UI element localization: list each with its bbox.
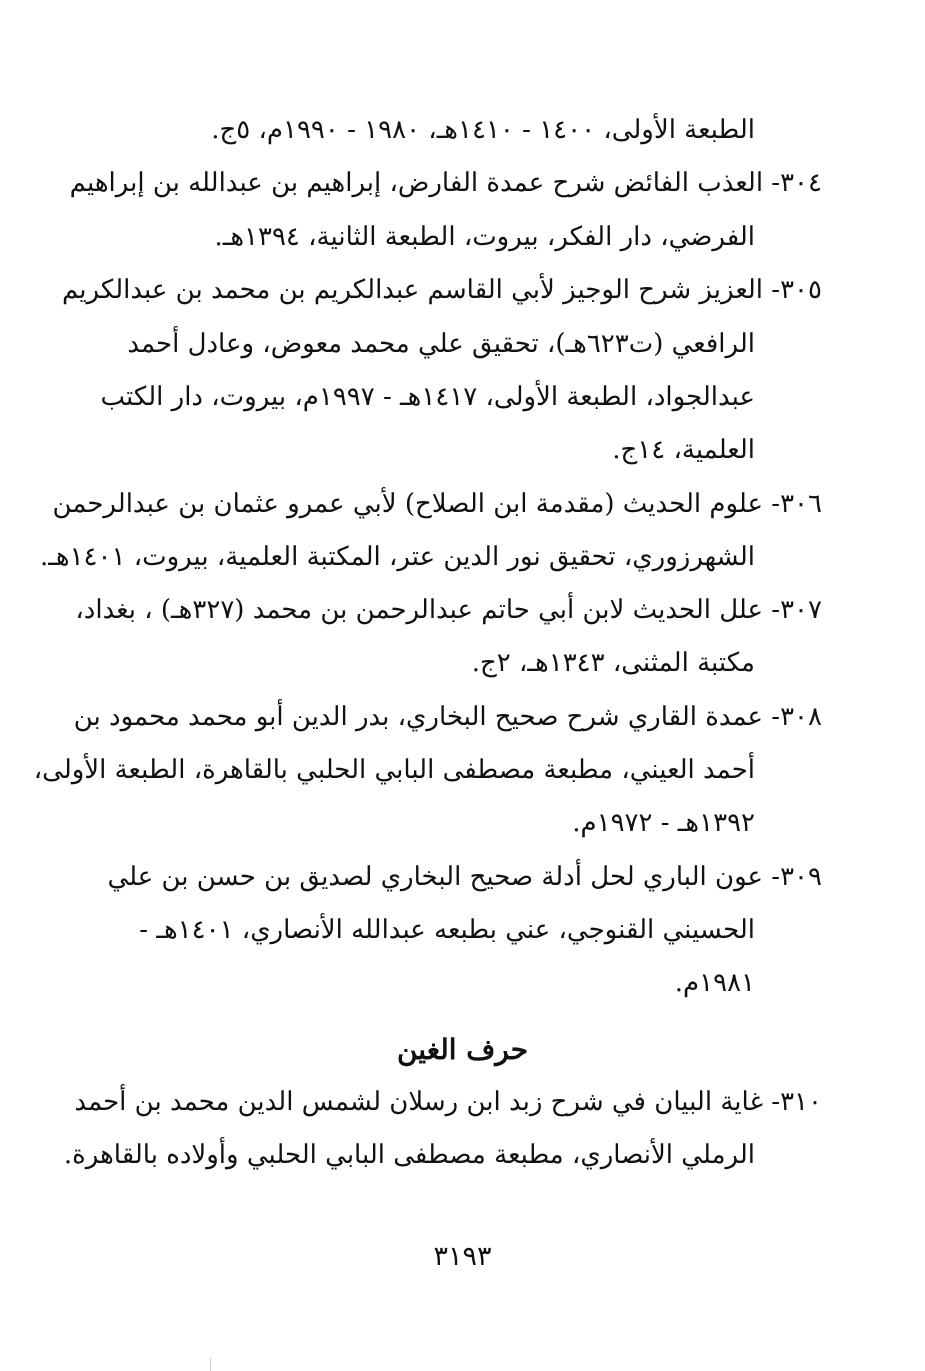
entry-309-line-3: ١٩٨١م. (674, 968, 755, 998)
entry-309-line-2: الحسيني القنوجي، عني بطبعه عبدالله الأنصاري، ١٤٠١هـ - (139, 915, 755, 945)
entry-305-line-1: ٣٠٥- العزيز شرح الوجيز لأبي القاسم عبدالكريم بن محمد بن عبدالكريم (62, 275, 822, 305)
section-heading: حرف الغين (396, 1033, 529, 1066)
entry-307-line-2: مكتبة المثنى، ١٣٤٣هـ، ٢ج. (471, 648, 755, 678)
entry-304-line-1: ٣٠٤- العذب الفائض شرح عمدة الفارض، إبراهيم بن عبدالله بن إبراهيم (69, 168, 822, 198)
entry-306-line-1: ٣٠٦- علوم الحديث (مقدمة ابن الصلاح) لأبي عمرو عثمان بن عبدالرحمن (52, 489, 822, 519)
entry-305-line-3: عبدالجواد، الطبعة الأولى، ١٤١٧هـ - ١٩٩٧م، بيروت، دار الكتب (100, 382, 755, 412)
entry-306-line-2: الشهرزوري، تحقيق نور الدين عتر، المكتبة العلمية، بيروت، ١٤٠١هـ. (39, 542, 755, 572)
entry-307-line-1: ٣٠٧- علل الحديث لابن أبي حاتم عبدالرحمن بن محمد (٣٢٧هـ) ، بغداد، (75, 595, 822, 625)
entry-305-line-2: الرافعي (ت٦٢٣هـ)، تحقيق علي محمد معوض، وعادل أحمد (127, 329, 755, 359)
scan-artifact (210, 1358, 211, 1371)
entry-309-line-1: ٣٠٩- عون الباري لحل أدلة صحيح البخاري لصديق بن حسن بن علي (107, 862, 822, 892)
entry-308-line-2: أحمد العيني، مطبعة مصطفى البابي الحلبي بالقاهرة، الطبعة الأولى، (33, 755, 755, 785)
entry-308-line-1: ٣٠٨- عمدة القاري شرح صحيح البخاري، بدر الدين أبو محمد محمود بن (73, 702, 822, 732)
entry-308-line-3: ١٣٩٢هـ - ١٩٧٢م. (572, 808, 755, 838)
entry-310-line-2: الرملي الأنصاري، مطبعة مصطفى البابي الحلبي وأولاده بالقاهرة. (63, 1140, 755, 1170)
page-number: ٣١٩٣ (433, 1241, 492, 1272)
entry-305-line-4: العلمية، ١٤ج. (612, 435, 755, 465)
entry-304-line-2: الفرضي، دار الفكر، بيروت، الطبعة الثانية، ١٣٩٤هـ. (214, 222, 755, 252)
text-line-continuation: الطبعة الأولى، ١٤٠٠ - ١٤١٠هـ، ١٩٨٠ - ١٩٩٠م، ٥ج. (211, 115, 755, 145)
entry-310-line-1: ٣١٠- غاية البيان في شرح زبد ابن رسلان لشمس الدين محمد بن أحمد (74, 1087, 822, 1117)
